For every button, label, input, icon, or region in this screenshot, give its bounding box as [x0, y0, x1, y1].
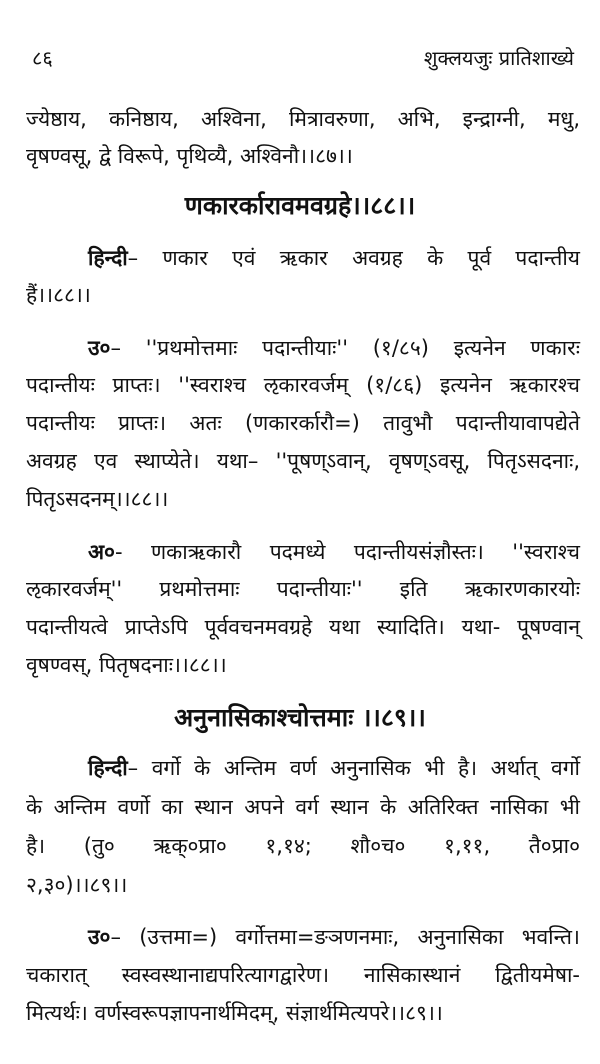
sutra-89-u-line-1: [88, 922, 580, 952]
page-number: ८६: [32, 46, 53, 70]
uvata-text: – (उत्तमा=) वर्गोत्तमा=ङञणनमाः, अनुनासिका भवन्ति।: [110, 925, 580, 949]
sutra-88-a-line-4: वृषण्वस्, पितृषदनाः।।८८।।: [26, 653, 227, 677]
intro-line-1: ज्येष्ठाय, कनिष्ठाय, अश्विना, मित्रावरुणा, अभि, इन्द्राग्नी, मधु,: [26, 107, 580, 131]
sutra-88-u-line-3: पदान्तीयः प्राप्तः। अतः (णकारर्कारौ=) तावुभौ पदान्तीयावापद्येते: [26, 411, 580, 435]
sutra-88-a-line-2: ऌकारवर्जम्'' प्रथमोत्तमाः पदान्तीयाः'' इति ऋकारणकारयोः: [26, 577, 580, 601]
uvata-label: उ०: [88, 336, 111, 360]
anantabhatta-label: अ०: [88, 540, 115, 564]
sutra-88-a-line-3: पदान्तीयत्वे प्राप्तेऽपि पूर्ववचनमवग्रहे यथा स्यादिति। यथा- पूषण्वान्: [26, 615, 580, 639]
uvata-text: – ''प्रथमोत्तमाः पदान्तीयाः'' (१/८५) इत्यनेन णकारः: [110, 336, 580, 360]
sutra-88-hindi-line-2: हैं।।८८।।: [26, 283, 91, 307]
intro-line-2: वृषण्वसू, द्वे विरूपे, पृथिव्यै, अश्विनौ।।८७।।: [26, 144, 353, 168]
sutra-89-u-line-3: मित्यर्थः। वर्णस्वरूपज्ञापनार्थमिदम्, संज्ञार्थमित्यपरे।।८९।।: [26, 1001, 443, 1025]
sutra-88-u-line-4: अवग्रह एव स्थाप्येते। यथा– ''पूषण्ऽवान्, वृषण्ऽवसू, पितृऽसदनाः,: [26, 449, 580, 473]
sutra-88-a-line-1: [88, 537, 580, 567]
sutra-89-u-line-2: चकारात् स्वस्वस्थानाद्यपरित्यागद्वारेण। नासिकास्थानं द्वितीयमेषा-: [26, 963, 580, 987]
sutra-88-heading: णकारर्कारावमवग्रहे।।८८।।: [184, 191, 416, 220]
running-header: [32, 44, 574, 71]
hindi-label: हिन्दी: [88, 246, 128, 270]
anantabhatta-text: - णकाऋकारौ पदमध्ये पदान्तीयसंज्ञौस्तः। ''स्वराश्च: [114, 540, 580, 564]
sutra-88-hindi-line-1: [88, 243, 580, 273]
hindi-text: – णकार एवं ऋकार अवग्रह के पूर्व पदान्तीय: [127, 246, 580, 270]
sutra-88-u-line-1: [88, 333, 580, 363]
sutra-88-u-line-2: पदान्तीयः प्राप्तः। ''स्वराश्च ऌकारवर्जम् (१/८६) इत्यनेन ऋकारश्च: [26, 373, 580, 397]
sutra-89-hindi-line-1: [88, 753, 580, 783]
sutra-89-heading: अनुनासिकाश्चोत्तमाः ।।८९।।: [174, 703, 426, 732]
uvata-label: उ०: [88, 925, 111, 949]
sutra-89-hindi-line-3: है। (तु० ऋक्०प्रा० १,१४; शौ०च० १,११, तै०प्रा०: [26, 834, 580, 858]
hindi-label: हिन्दी: [88, 756, 128, 780]
sutra-88-u-line-5: पितृऽसदनम्।।८८।।: [26, 487, 169, 511]
hindi-text: – वर्गो के अन्तिम वर्ण अनुनासिक भी है। अर्थात् वर्गो: [127, 756, 580, 780]
sutra-89-hindi-line-2: के अन्तिम वर्णो का स्थान अपने वर्ग स्थान के अतिरिक्त नासिका भी: [26, 795, 580, 819]
sutra-89-hindi-line-4: २,३०)।।८९।।: [26, 873, 128, 897]
running-title: शुक्लयजुः प्रातिशाख्ये: [423, 46, 574, 70]
